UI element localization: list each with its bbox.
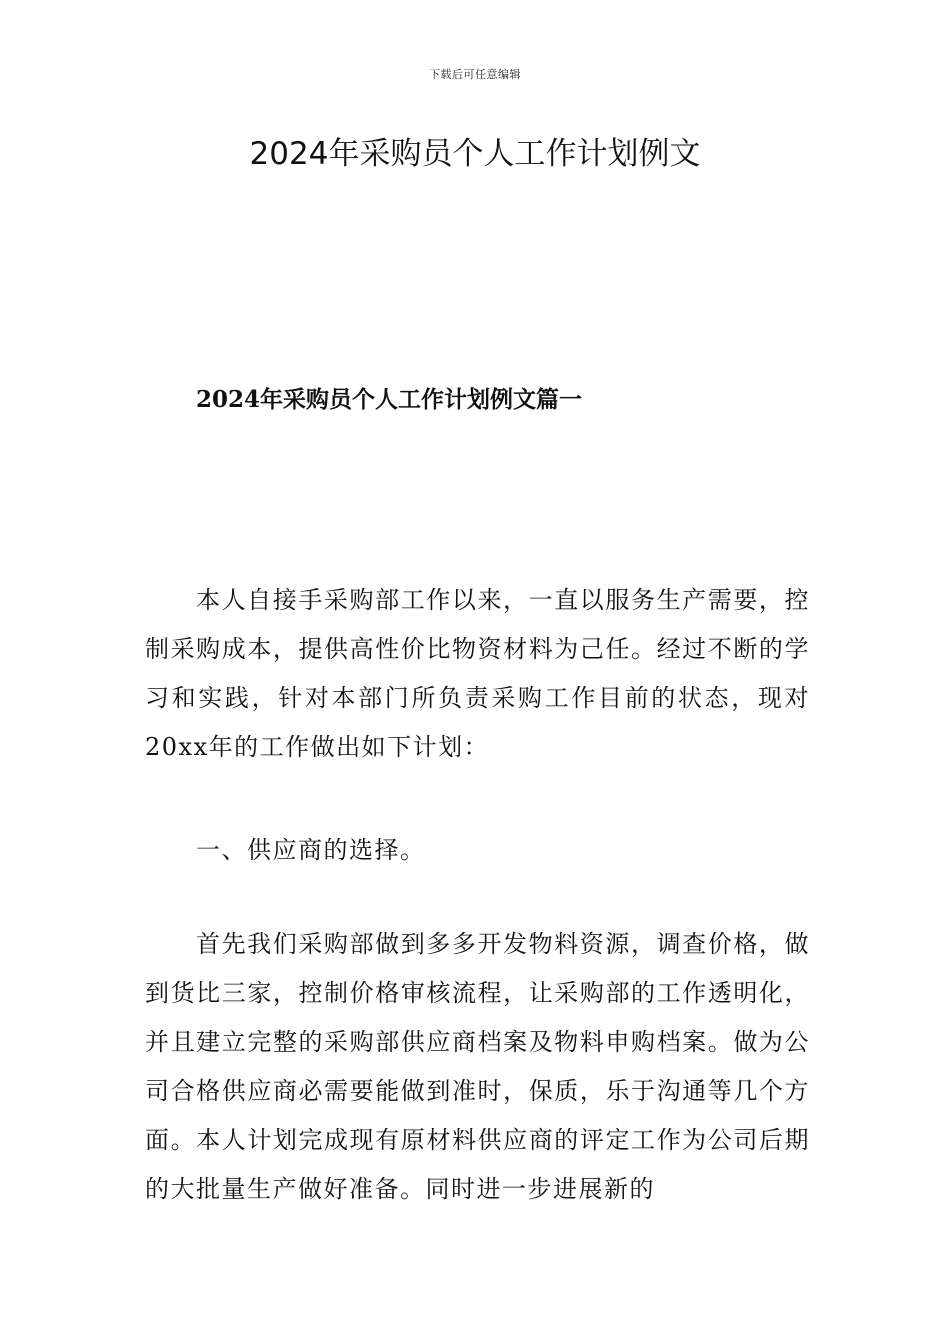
paragraph-intro: 本人自接手采购部工作以来，一直以服务生产需要，控制采购成本，提供高性价比物资材料为己任。经过不断的学习和实践，针对本部门所负责采购工作目前的状态，现对20xx年的工作做出如下计划： [145, 586, 810, 761]
paragraph-supplier: 首先我们采购部做到多多开发物料资源，调查价格，做到货比三家，控制价格审核流程，让采购部的工作透明化，并且建立完整的采购部供应商档案及物料申购档案。做为公司合格供应商必需要能做到准时，保质，乐于沟通等几个方面。本人计划完成现有原材料供应商的评定工作为公司后期的大批量生产做好准备。同时进一步进展新的 [145, 930, 810, 1203]
document-title: 2024年采购员个人工作计划例文 [249, 136, 701, 172]
section-heading: 2024年采购员个人工作计划例文篇一 [196, 386, 583, 413]
header-note: 下载后可任意编辑 [429, 68, 521, 81]
paragraph-subheading: 一、供应商的选择。 [196, 836, 426, 864]
